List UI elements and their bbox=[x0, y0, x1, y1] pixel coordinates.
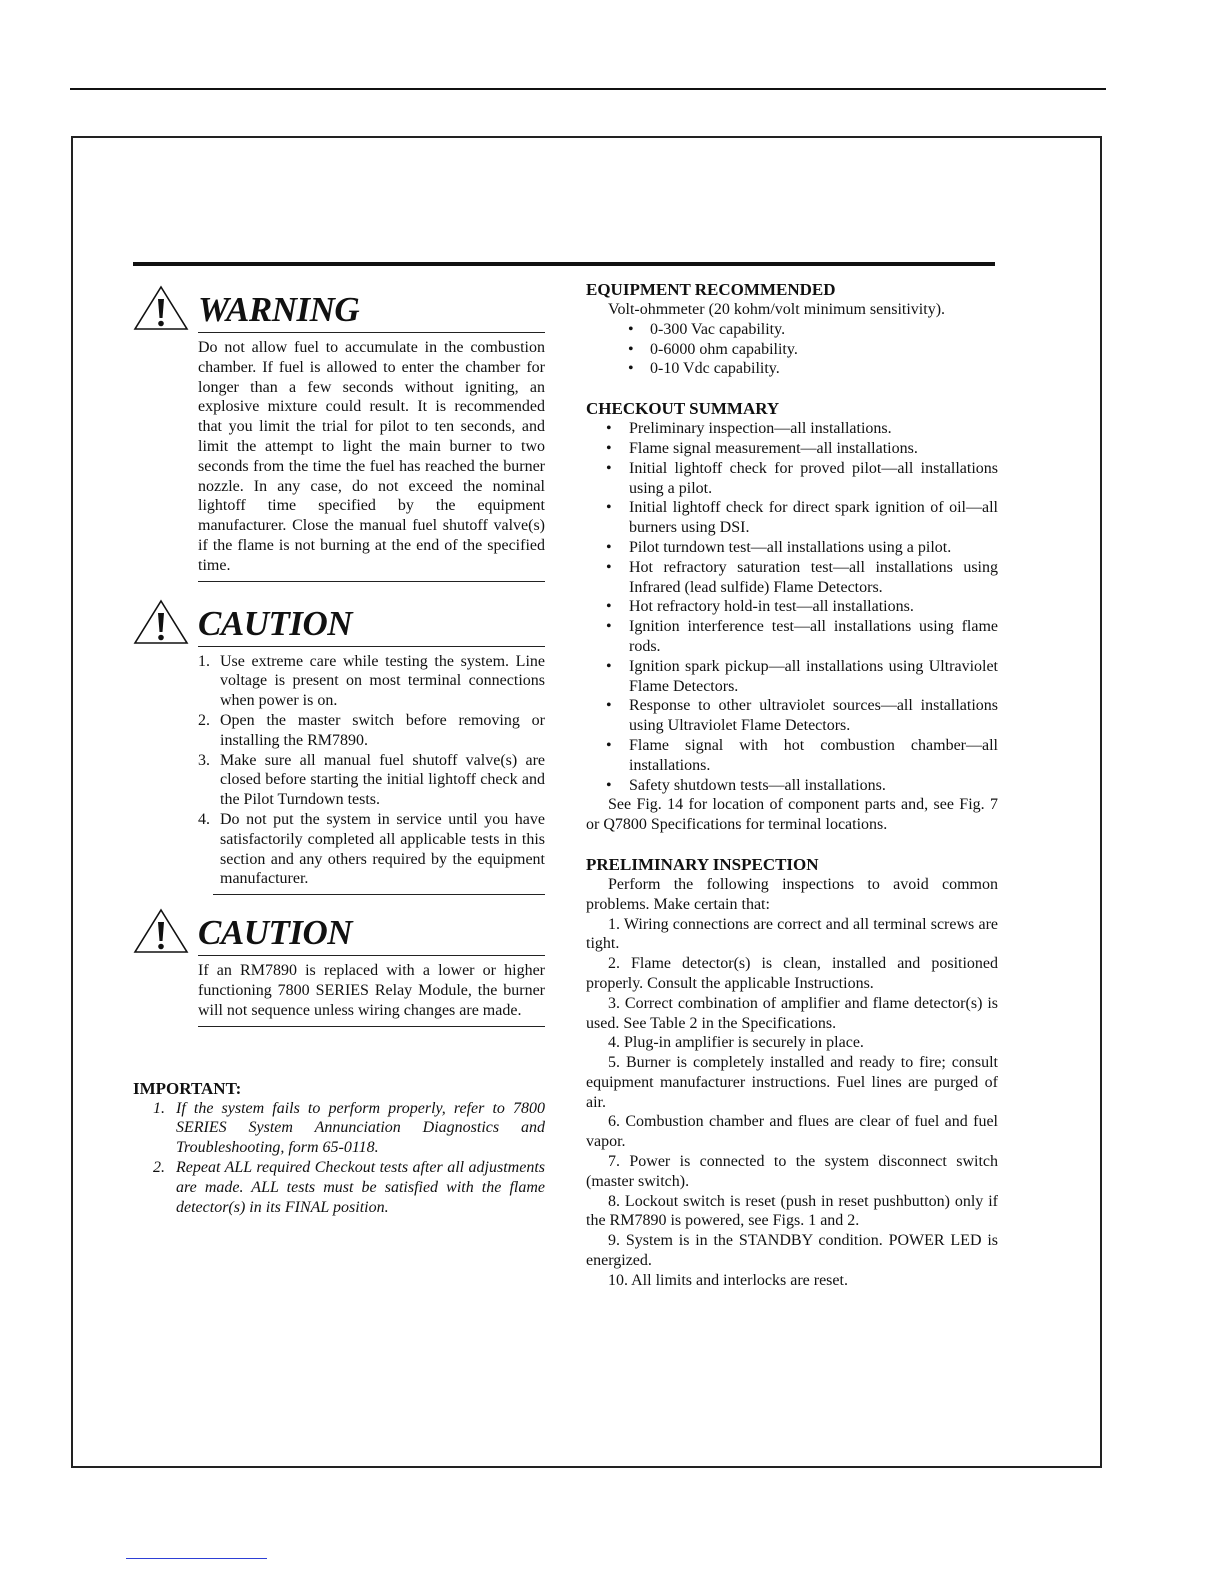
checkout-list-item bbox=[586, 558, 998, 598]
warning-title: WARNING bbox=[198, 290, 360, 329]
checkout-list-item bbox=[586, 439, 998, 459]
item-text: Initial lightoff check for direct spark ignition of oil—all burners using DSI. bbox=[629, 499, 998, 537]
footer-link-underline[interactable] bbox=[126, 1558, 267, 1559]
bullet-icon: • bbox=[606, 499, 612, 517]
item-number: 1. bbox=[153, 1099, 165, 1117]
important-list-item bbox=[133, 1099, 545, 1158]
caution-triangle-icon bbox=[133, 598, 189, 644]
inspection-list-item: 6. Combustion chamber and flues are clear of fuel and fuel vapor. bbox=[586, 1113, 998, 1151]
bullet-icon: • bbox=[606, 598, 612, 616]
divider bbox=[198, 1026, 545, 1027]
caution-title: CAUTION bbox=[198, 603, 353, 643]
inspection-list-item: 10. All limits and interlocks are reset. bbox=[608, 1271, 848, 1289]
inspection-list-item: 2. Flame detector(s) is clean, installed and positioned properly. Consult the applicable Instructions. bbox=[586, 955, 998, 992]
inspection-list-item: 4. Plug-in amplifier is securely in place. bbox=[608, 1034, 864, 1052]
equipment-list-item bbox=[586, 359, 998, 379]
item-text: Response to other ultraviolet sources—all installations using Ultraviolet Flame Detectors. bbox=[629, 697, 998, 735]
equipment-list bbox=[586, 320, 998, 379]
bullet-icon: • bbox=[606, 558, 612, 576]
equipment-list-item bbox=[586, 340, 998, 360]
caution-list-wrap bbox=[198, 647, 545, 890]
checkout-list-item bbox=[586, 459, 998, 499]
item-text: Hot refractory saturation test—all installations using Infrared (lead sulfide) Flame Detectors. bbox=[629, 558, 998, 596]
item-text: Ignition spark pickup—all installations using Ultraviolet Flame Detectors. bbox=[629, 657, 998, 695]
bullet-icon: • bbox=[606, 618, 612, 636]
item-text: Flame signal measurement—all installations. bbox=[629, 439, 918, 457]
section-rule bbox=[133, 262, 995, 266]
caution-title: CAUTION bbox=[198, 913, 353, 953]
caution-list bbox=[198, 652, 545, 890]
item-number: 3. bbox=[198, 751, 210, 769]
caution-list-item bbox=[198, 810, 545, 889]
item-text: Pilot turndown test—all installations using a pilot. bbox=[629, 538, 952, 556]
item-text: Hot refractory hold-in test—all installations. bbox=[629, 598, 914, 616]
checkout-heading: CHECKOUT SUMMARY bbox=[586, 399, 780, 419]
bullet-icon: • bbox=[606, 697, 612, 715]
checkout-list-item bbox=[586, 657, 998, 697]
important-list bbox=[133, 1099, 545, 1218]
caution-list-item bbox=[198, 751, 545, 810]
bullet-icon: • bbox=[628, 340, 634, 358]
checkout-list-item bbox=[586, 696, 998, 736]
caution-notice-2 bbox=[133, 907, 545, 1026]
divider bbox=[198, 581, 545, 582]
item-text: 0-6000 ohm capability. bbox=[650, 340, 798, 358]
equipment-intro: Volt-ohmmeter (20 kohm/volt minimum sensitivity). bbox=[608, 301, 946, 318]
checkout-note: See Fig. 14 for location of component parts and, see Fig. 7 or Q7800 Specifications for terminal locations. bbox=[586, 796, 998, 834]
item-text: 0-300 Vac capability. bbox=[650, 320, 786, 338]
equipment-list-item bbox=[586, 320, 998, 340]
inspection-list-item: 5. Burner is completely installed and ready to fire; consult equipment manufacturer instructions. Fuel lines are purged of air. bbox=[586, 1054, 998, 1111]
item-text: Safety shutdown tests—all installations. bbox=[629, 776, 886, 794]
important-heading: IMPORTANT: bbox=[133, 1078, 242, 1098]
item-text: Flame signal with hot combustion chamber—all installations. bbox=[629, 736, 998, 774]
bullet-icon: • bbox=[628, 360, 634, 378]
item-number: 4. bbox=[198, 810, 210, 828]
inspection-list-item: 1. Wiring connections are correct and all terminal screws are tight. bbox=[586, 915, 998, 953]
checkout-list-item bbox=[586, 617, 998, 657]
checkout-list-item bbox=[586, 736, 998, 776]
caution-text: If an RM7890 is replaced with a lower or higher functioning 7800 SERIES Relay Module, the burner will not sequence unless wiring changes are made. bbox=[198, 962, 545, 1019]
right-column bbox=[586, 280, 998, 1291]
item-text: Initial lightoff check for proved pilot—all installations using a pilot. bbox=[629, 459, 998, 497]
item-text: Use extreme care while testing the system. Line voltage is present on most terminal connections when power is on. bbox=[220, 652, 545, 710]
equipment-heading: EQUIPMENT RECOMMENDED bbox=[586, 280, 836, 299]
warning-text: Do not allow fuel to accumulate in the combustion chamber. If fuel is allowed to enter the chamber for longer than a few seconds without igniting, an explosive mixture could result. It is recommended that you limit the trial for pilot to ten seconds, and limit the attempt to light the main burner to two seconds from the time the fuel has reached the burner nozzle. In any case, do not exceed the nominal lightoff time specified by the equipment manufacturer. Close the manual fuel shutoff valve(s) if the flame is not burning at the end of the specified time. bbox=[198, 339, 545, 574]
caution-list-item bbox=[198, 652, 545, 711]
bullet-icon: • bbox=[628, 320, 634, 338]
checkout-list-item bbox=[586, 498, 998, 538]
item-text: Repeat ALL required Checkout tests after all adjustments are made. ALL tests must be satisfied with the flame detector(s) in its FINAL position. bbox=[176, 1158, 545, 1216]
item-text: Make sure all manual fuel shutoff valve(s) are closed before starting the initial lightoff check and the Pilot Turndown tests. bbox=[220, 751, 545, 809]
bullet-icon: • bbox=[606, 776, 612, 794]
item-text: Do not put the system in service until you have satisfactorily completed all applicable tests in this section and any others required by the equipment manufacturer. bbox=[220, 810, 545, 888]
important-list-item bbox=[133, 1158, 545, 1217]
warning-triangle-icon bbox=[133, 284, 189, 330]
inspection-heading: PRELIMINARY INSPECTION bbox=[586, 854, 819, 874]
bullet-icon: • bbox=[606, 657, 612, 675]
bullet-icon: • bbox=[606, 736, 612, 754]
bullet-icon: • bbox=[606, 538, 612, 556]
header-rule bbox=[70, 88, 1106, 90]
checkout-list-item bbox=[586, 776, 998, 796]
inspection-intro: Perform the following inspections to avoid common problems. Make certain that: bbox=[586, 875, 998, 913]
item-text: 0-10 Vdc capability. bbox=[650, 360, 780, 378]
item-number: 1. bbox=[198, 652, 210, 670]
item-text: Preliminary inspection—all installations. bbox=[629, 420, 892, 438]
item-number: 2. bbox=[153, 1158, 165, 1176]
checkout-list bbox=[586, 419, 998, 795]
item-number: 2. bbox=[198, 711, 210, 729]
inspection-list bbox=[586, 915, 998, 1291]
bullet-icon: • bbox=[606, 459, 612, 477]
left-column bbox=[133, 284, 545, 1217]
caution-triangle-icon bbox=[133, 907, 189, 953]
item-text: If the system fails to perform properly, refer to 7800 SERIES System Annunciation Diagnostics and Troubleshooting, form 65-0118. bbox=[176, 1099, 545, 1157]
checkout-list-item bbox=[586, 597, 998, 617]
caution-list-item bbox=[198, 711, 545, 751]
item-text: Open the master switch before removing or installing the RM7890. bbox=[220, 711, 545, 749]
divider bbox=[213, 894, 545, 895]
inspection-list-item: 3. Correct combination of amplifier and flame detector(s) is used. See Table 2 in the Specifications. bbox=[586, 994, 998, 1032]
inspection-list-item: 7. Power is connected to the system disconnect switch (master switch). bbox=[586, 1153, 998, 1190]
checkout-list-item bbox=[586, 419, 998, 439]
checkout-list-item bbox=[586, 538, 998, 558]
inspection-list-item: 8. Lockout switch is reset (push in reset pushbutton) only if the RM7890 is powered, see Figs. 1 and 2. bbox=[586, 1192, 998, 1230]
bullet-icon: • bbox=[606, 420, 612, 438]
inspection-list-item: 9. System is in the STANDBY condition. POWER LED is energized. bbox=[586, 1232, 998, 1270]
item-text: Ignition interference test—all installations using flame rods. bbox=[629, 618, 998, 655]
caution-notice-1 bbox=[133, 598, 545, 896]
warning-notice bbox=[133, 284, 545, 582]
bullet-icon: • bbox=[606, 439, 612, 457]
